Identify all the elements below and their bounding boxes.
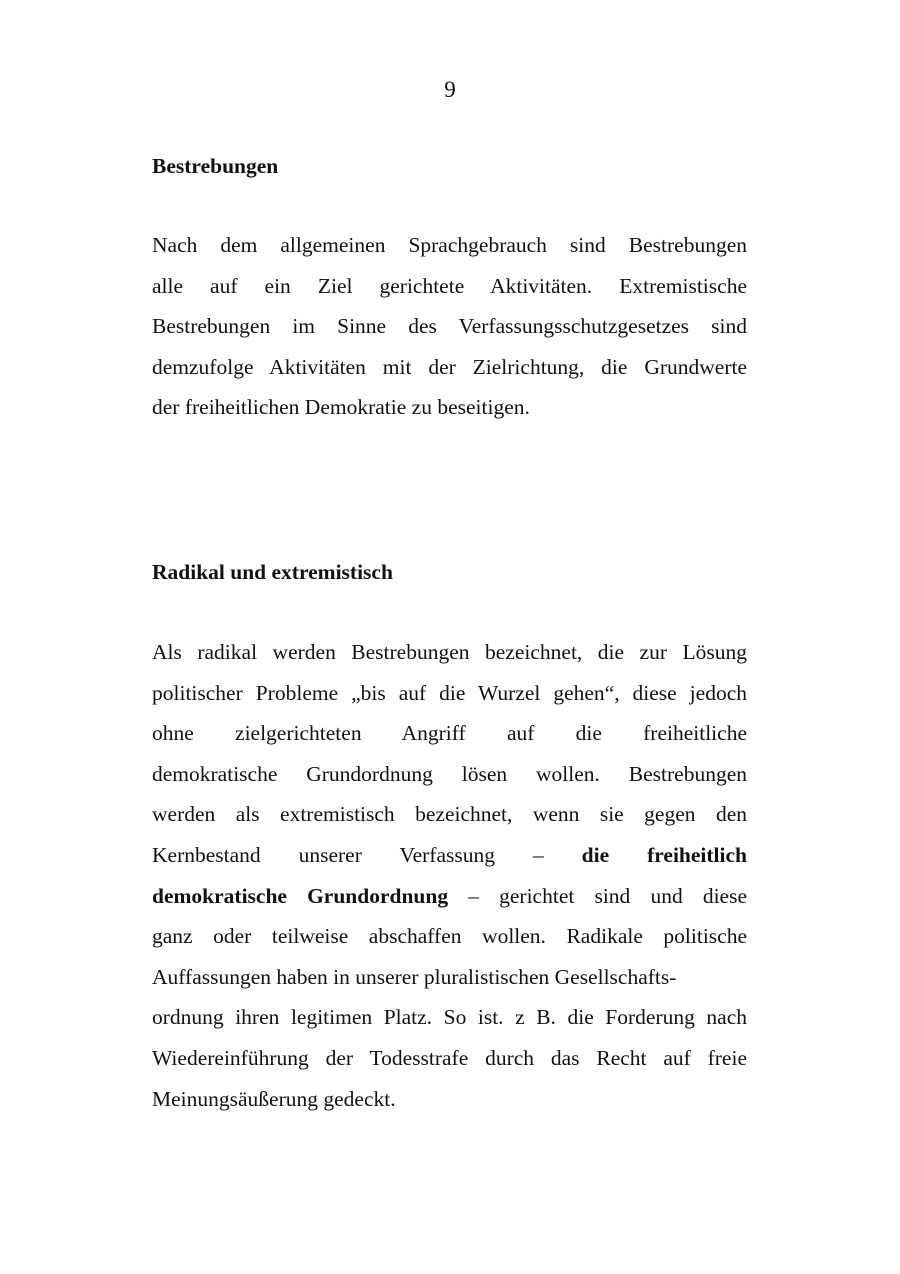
bold-emphasis: die freiheitlich bbox=[581, 842, 747, 867]
text-fragment: – gerichtet sind und diese bbox=[448, 883, 747, 908]
text-line: Als radikal werden Bestrebungen bezeichnet, die zur Lösung bbox=[152, 640, 747, 664]
paragraph-bestrebungen bbox=[152, 225, 747, 428]
paragraph-radikal-und-extremistisch bbox=[152, 632, 747, 1119]
page-number: 9 bbox=[444, 77, 456, 102]
text-line bbox=[152, 835, 747, 876]
text-line: der freiheitlichen Demokratie zu beseitigen. bbox=[152, 395, 530, 420]
text-fragment: Kernbestand unserer Verfassung – bbox=[152, 842, 582, 867]
text-line: politischer Probleme „bis auf die Wurzel gehen“, diese jedoch bbox=[152, 680, 747, 705]
text-line: Wiedereinführung der Todesstrafe durch das Recht auf freie bbox=[152, 1045, 747, 1070]
section-heading-bestrebungen: Bestrebungen bbox=[152, 154, 279, 178]
text-line: demokratische Grundordnung lösen wollen. Bestrebungen bbox=[152, 761, 747, 786]
text-line: Nach dem allgemeinen Sprachgebrauch sind Bestrebungen bbox=[152, 233, 747, 257]
text-line: Auffassungen haben in unserer pluralistischen Gesellschafts- bbox=[152, 964, 677, 989]
section-heading-radikal-und-extremistisch: Radikal und extremistisch bbox=[152, 560, 393, 584]
text-line: ganz oder teilweise abschaffen wollen. Radikale politische bbox=[152, 924, 747, 949]
text-line: ordnung ihren legitimen Platz. So ist. z B. die Forderung nach bbox=[152, 1005, 747, 1030]
text-line: Meinungsäußerung gedeckt. bbox=[152, 1086, 396, 1111]
text-line: Bestrebungen im Sinne des Verfassungsschutzgesetzes sind bbox=[152, 314, 747, 339]
text-line bbox=[152, 876, 747, 917]
bold-emphasis: demokratische Grundordnung bbox=[152, 883, 449, 908]
text-line: demzufolge Aktivitäten mit der Zielrichtung, die Grundwerte bbox=[152, 354, 747, 379]
text-line: alle auf ein Ziel gerichtete Aktivitäten. Extremistische bbox=[152, 273, 747, 298]
text-line: werden als extremistisch bezeichnet, wenn sie gegen den bbox=[152, 802, 747, 827]
text-line: ohne zielgerichteten Angriff auf die freiheitliche bbox=[152, 721, 747, 746]
